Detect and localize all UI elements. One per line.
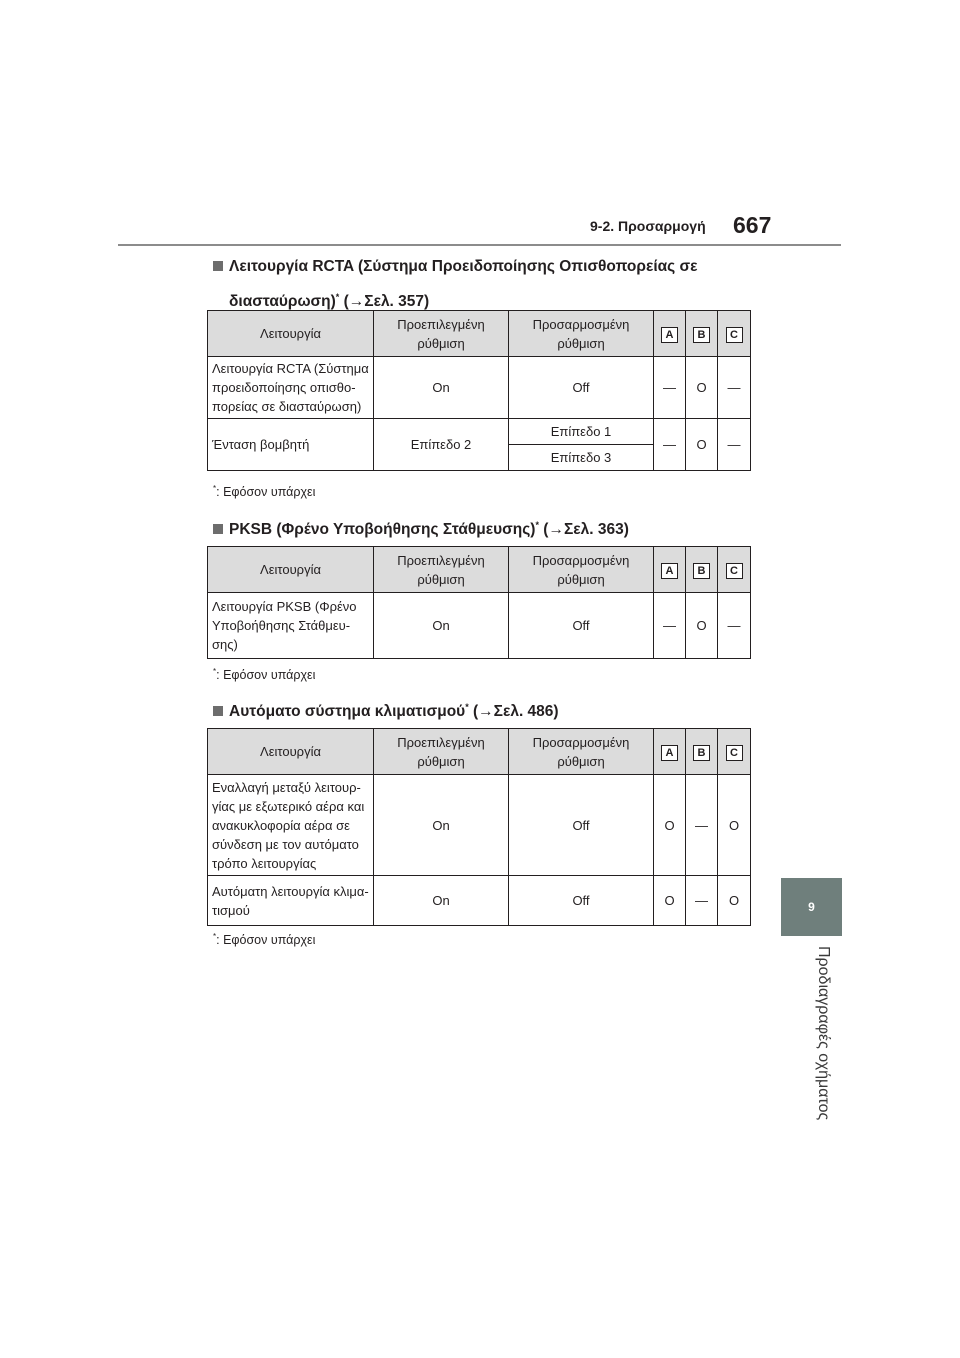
row-a: —: [654, 593, 686, 659]
row-c: —: [718, 357, 751, 419]
table-header-row: [208, 729, 751, 775]
row-b: O: [686, 419, 718, 471]
column-b-icon: B: [693, 327, 710, 343]
row-b: O: [686, 593, 718, 659]
table-row: [208, 357, 751, 419]
row-b: —: [686, 775, 718, 876]
row-a: O: [654, 775, 686, 876]
bullet-square-icon: [213, 706, 223, 716]
column-header-function: Λειτουργία: [208, 311, 374, 357]
column-header-default: Προεπιλεγμένη ρύθμιση: [374, 729, 509, 775]
column-b-icon: B: [693, 563, 710, 579]
table-row: [208, 876, 751, 926]
column-header-custom: Προσαρμοσμένη ρύθμιση: [509, 547, 654, 593]
climate-settings-table: [207, 728, 751, 926]
row-c: —: [718, 419, 751, 471]
column-c-icon: C: [726, 745, 743, 761]
row-function: Ένταση βομβητή: [208, 419, 374, 471]
chapter-title: Προδιαγραφές οχήματος: [815, 946, 832, 1121]
row-default: On: [374, 357, 509, 419]
column-b-icon: B: [693, 745, 710, 761]
table-header-row: [208, 547, 751, 593]
column-c-icon: C: [726, 327, 743, 343]
row-a: O: [654, 876, 686, 926]
row-function: Λειτουργία PKSB (Φρένο Υποβοήθησης Στάθμευ-σης): [208, 593, 374, 659]
table-header-row: [208, 311, 751, 357]
row-default: On: [374, 775, 509, 876]
table-row: [208, 775, 751, 876]
section-heading-climate: Αυτόματο σύστημα κλιματισμού* (→Σελ. 486): [213, 692, 559, 727]
column-a-icon: A: [661, 745, 678, 761]
bullet-square-icon: [213, 524, 223, 534]
section-title: 9-2. Προσαρμογή: [590, 218, 706, 234]
table-row: [208, 593, 751, 659]
column-header-default: Προεπιλεγμένη ρύθμιση: [374, 547, 509, 593]
row-function: Αυτόματη λειτουργία κλιμα-τισμού: [208, 876, 374, 926]
row-a: —: [654, 419, 686, 471]
column-header-function: Λειτουργία: [208, 729, 374, 775]
row-function: Εναλλαγή μεταξύ λειτουρ-γίας με εξωτερικό αέρα και ανακυκλοφορία αέρα σε σύνδεση με τον αυτόματο τρόπο λειτουργίας: [208, 775, 374, 876]
page-number: 667: [733, 212, 772, 238]
row-c: O: [718, 775, 751, 876]
row-custom: Off: [509, 876, 654, 926]
column-header-function: Λειτουργία: [208, 547, 374, 593]
column-c-icon: C: [726, 563, 743, 579]
row-custom: Off: [509, 775, 654, 876]
row-custom: Off: [509, 593, 654, 659]
row-default: On: [374, 876, 509, 926]
header-divider: [118, 244, 841, 246]
section-heading-rcta: Λειτουργία RCTA (Σύστημα Προειδοποίησης Οπισθοπορείας σε διασταύρωση)* (→Σελ. 357): [213, 252, 697, 317]
row-custom: Off: [509, 357, 654, 419]
footnote: *: Εφόσον υπάρχει: [213, 932, 316, 948]
rcta-settings-table: [207, 310, 751, 471]
row-b: O: [686, 357, 718, 419]
row-function: Λειτουργία RCTA (Σύστημα προειδοποίησης οπισθο-πορείας σε διασταύρωση): [208, 357, 374, 419]
row-custom-alt: Επίπεδο 3: [509, 445, 654, 471]
footnote: *: Εφόσον υπάρχει: [213, 667, 316, 683]
column-a-icon: A: [661, 563, 678, 579]
row-default: On: [374, 593, 509, 659]
column-header-custom: Προσαρμοσμένη ρύθμιση: [509, 311, 654, 357]
row-a: —: [654, 357, 686, 419]
column-a-icon: A: [661, 327, 678, 343]
column-header-default: Προεπιλεγμένη ρύθμιση: [374, 311, 509, 357]
bullet-square-icon: [213, 261, 223, 271]
chapter-tab: [781, 878, 842, 936]
row-default: Επίπεδο 2: [374, 419, 509, 471]
column-header-custom: Προσαρμοσμένη ρύθμιση: [509, 729, 654, 775]
section-heading-pksb: PKSB (Φρένο Υποβοήθησης Στάθμευσης)* (→Σελ. 363): [213, 510, 629, 545]
pksb-settings-table: [207, 546, 751, 659]
footnote: *: Εφόσον υπάρχει: [213, 484, 316, 500]
row-c: O: [718, 876, 751, 926]
table-row: [208, 419, 751, 445]
row-custom: Επίπεδο 1: [509, 419, 654, 445]
row-c: —: [718, 593, 751, 659]
chapter-number: 9: [808, 900, 815, 914]
row-b: —: [686, 876, 718, 926]
